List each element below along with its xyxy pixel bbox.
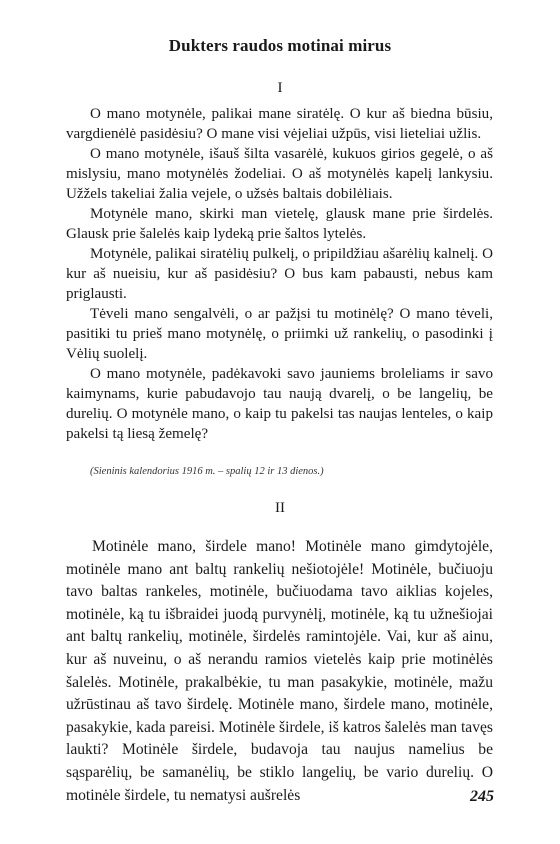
source-note: (Sieninis kalendorius 1916 m. – spalių 12 ir 13 dienos.) <box>90 466 324 477</box>
paragraph: Motinėle mano, širdele mano! Motinėle mano gimdytojėle, motinėle mano ant baltų rankelių nešiotojėle! Motinėle, bučiuoju tavo baltas rankeles, motinėle, bučiuodama tavo aiklias kojeles, motinėle, ką tu išbraidei juodą purvynėlį, motinėle, ką tu užnešiojai ant baltų rankelių, motinėle, širdelės ramintojėle. Vai, kur aš ainu, kur aš nuveinu, o aš nerandu ramios vietelės kaip prie motinėlės šalelės. Motinėle, prakalbėkie, tu man pasakykie, motinėle, mažu užrūstinau aš tavo širdelę. Motinėle mano, širdele mano, motinėle, pasakykie, kada pareisi. Motinėle širdele, iš katros šalelės man tavęs laukti? Motinėle širdele, budavoja tau naujus namelius be sąsparėlių, be samanėlių, be stiklo langelių, be vario durelių. O motinėle širdele, tu nematysi aušrelės <box>66 538 493 804</box>
paragraph: O mano motynėle, palikai mane siratėlę. O kur aš biedna būsiu, vargdienėlė pasidėsiu? O mane visi vėjeliai užpūs, visi lieteliai užlis. <box>66 106 493 142</box>
paragraph: O mano motynėle, padėkavoki savo jauniems broleliams ir savo kaimynams, kurie pabudavojo tau naują dvarelį, o be langelių, be durelių. O motynėle mano, o kaip tu pakelsi tas naujas lenteles, o kaip pakelsi tą liesą žemelę? <box>66 366 493 442</box>
paragraph: O mano motynėle, išauš šilta vasarėlė, kukuos girios gegelė, o aš mislysiu, mano motynėlės žodeliai. O aš motynėlės kapelį lankysiu. Užžels takeliai žalia vejele, o užsės baltais dobilėliais. <box>66 146 493 202</box>
page-number: 245 <box>470 788 494 805</box>
paragraph: Motynėle, palikai siratėlių pulkelį, o pripildžiau ašarėlių kalnelį. O kur aš nueisiu, kur aš pasidėsiu? O bus kam pabausti, nebus kam priglausti. <box>66 246 493 302</box>
paragraph: Motynėle mano, skirki man vietelę, glausk mane prie širdelės. Glausk prie šalelės kaip lydeką prie šaltos lytelės. <box>66 206 493 242</box>
section-1-text <box>66 104 493 444</box>
section-2-text <box>66 536 493 807</box>
page-title: Dukters raudos motinai mirus <box>168 36 392 55</box>
paragraph: Tėveli mano sengalvėli, o ar pažįsi tu motinėlę? O mano tėveli, pasitiki tu prieš mano motynėlę, o priimki už rankelių, o pasodinki į Vėlių suolelį. <box>66 306 493 362</box>
section-numeral-2: II <box>275 500 285 516</box>
section-numeral-1: I <box>277 80 283 96</box>
